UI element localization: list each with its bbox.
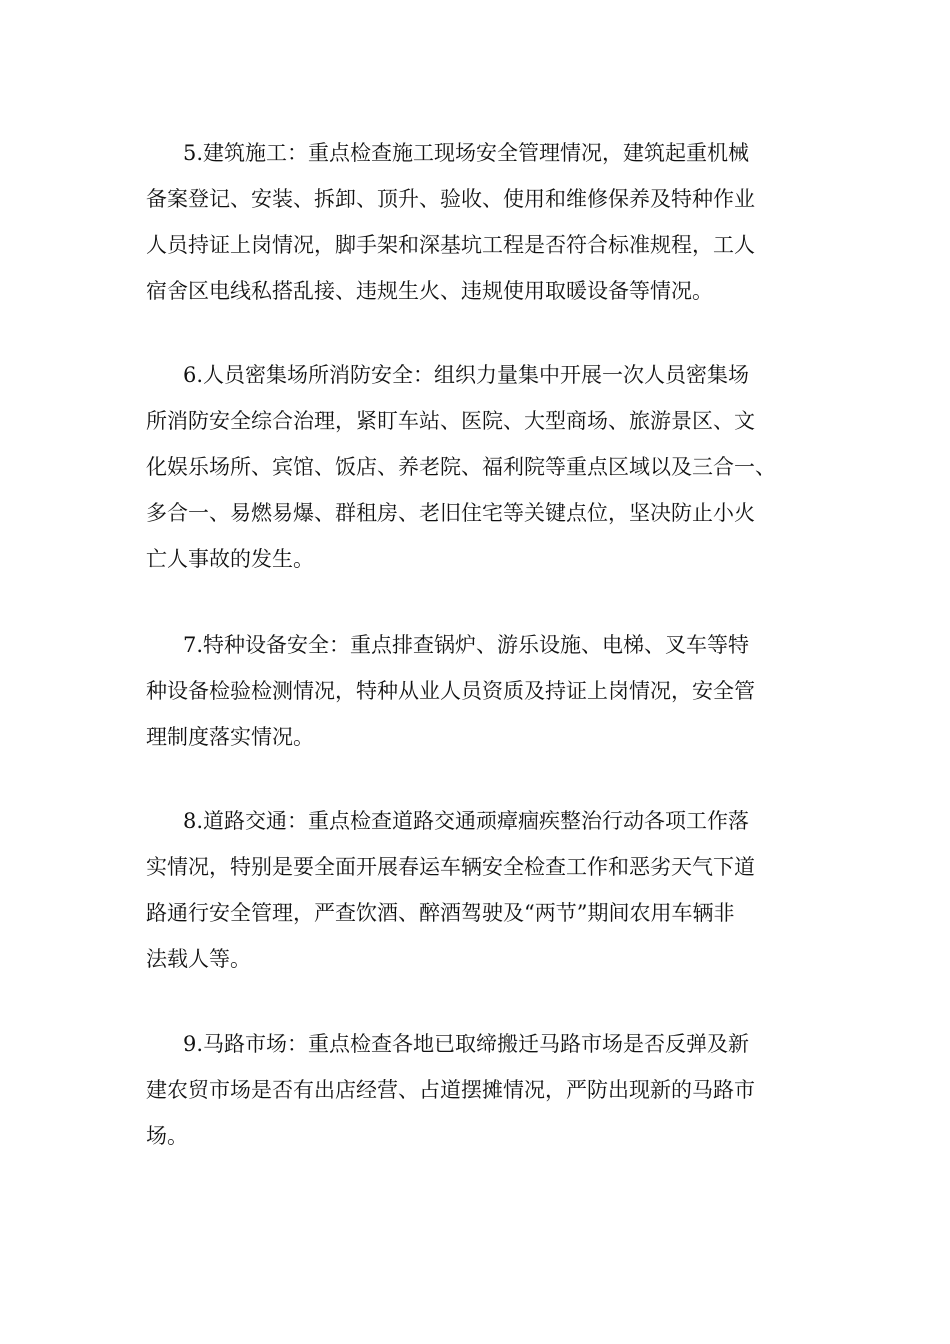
text-line: 化娱乐场所、宾馆、饭店、养老院、福利院等重点区域以及三合一、: [146, 455, 776, 479]
paragraph-fire-safety: [146, 352, 806, 582]
text-line: 6.人员密集场所消防安全：组织力量集中开展一次人员密集场: [183, 363, 750, 387]
paragraph-construction: [146, 130, 806, 314]
text-line: 9.马路市场：重点检查各地已取缔搬迁马路市场是否反弹及新: [183, 1032, 750, 1056]
text-line: 法载人等。: [146, 947, 251, 971]
text-line: 8.道路交通：重点检查道路交通顽瘴痼疾整治行动各项工作落: [183, 809, 750, 833]
paragraph-road-markets: [146, 1021, 806, 1159]
text-line: 备案登记、安装、拆卸、顶升、验收、使用和维修保养及特种作业: [146, 187, 755, 211]
text-line: 实情况，特别是要全面开展春运车辆安全检查工作和恶劣天气下道: [146, 855, 755, 879]
text-line: 建农贸市场是否有出店经营、占道摆摊情况，严防出现新的马路市: [146, 1078, 755, 1102]
text-line: 种设备检验检测情况，特种从业人员资质及持证上岗情况，安全管: [146, 679, 755, 703]
text-line: 人员持证上岗情况，脚手架和深基坑工程是否符合标准规程，工人: [146, 233, 755, 257]
text-line: 路通行安全管理，严查饮酒、醉酒驾驶及“两节”期间农用车辆非: [146, 901, 735, 925]
text-line: 所消防安全综合治理，紧盯车站、医院、大型商场、旅游景区、文: [146, 409, 755, 433]
paragraph-road-traffic: [146, 798, 806, 982]
text-line: 5.建筑施工：重点检查施工现场安全管理情况，建筑起重机械: [183, 141, 750, 165]
text-line: 亡人事故的发生。: [146, 547, 314, 571]
text-line: 多合一、易燃易爆、群租房、老旧住宅等关键点位，坚决防止小火: [146, 501, 755, 525]
text-line: 场。: [146, 1124, 188, 1148]
text-line: 宿舍区电线私搭乱接、违规生火、违规使用取暖设备等情况。: [146, 279, 713, 303]
text-line: 7.特种设备安全：重点排查锅炉、游乐设施、电梯、叉车等特: [183, 633, 750, 657]
text-line: 理制度落实情况。: [146, 725, 314, 749]
paragraph-special-equipment: [146, 622, 806, 760]
